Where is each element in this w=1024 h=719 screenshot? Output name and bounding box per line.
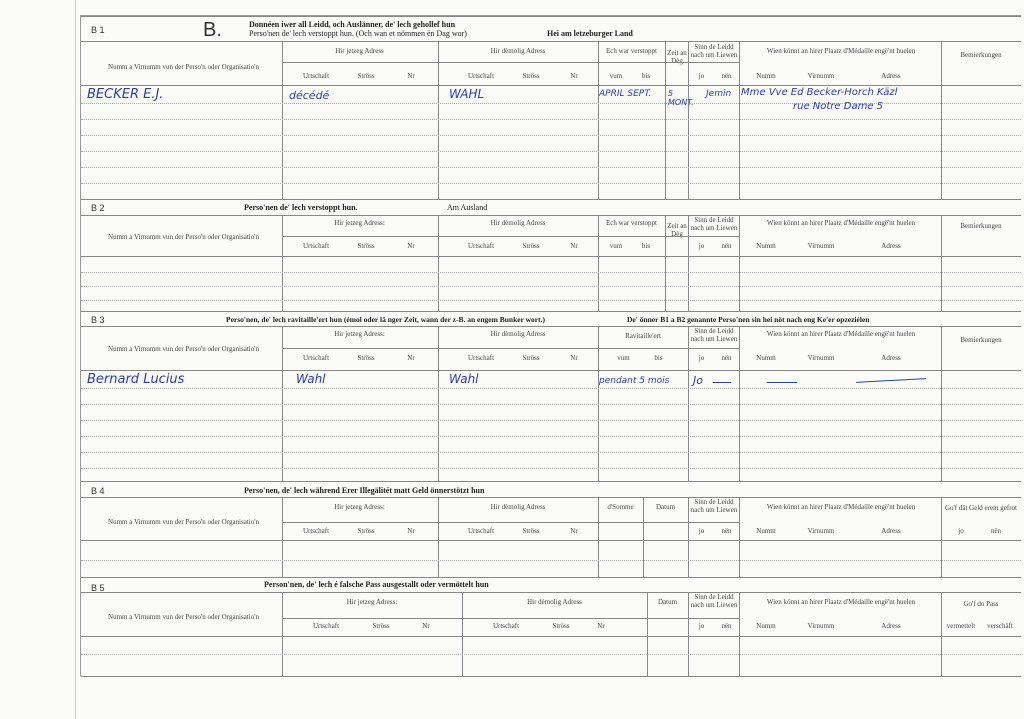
col-street: Ströss [522, 527, 540, 535]
col-nr: Nr [597, 622, 605, 630]
section-b1 [81, 16, 1021, 200]
col-nr: Nr [570, 72, 578, 80]
section-id: B 5 [91, 583, 105, 593]
col-street: Ströss [357, 527, 375, 535]
handwritten-dash [713, 382, 731, 383]
col-nr: Nr [407, 527, 415, 535]
handwritten-yes: Jemin [706, 89, 732, 99]
section-title: Donnéen iwer all Leidd, och Auslänner, de' lech gehollef hun [249, 20, 456, 29]
col-demolished-addr: Hir dèmolig Adress [527, 598, 582, 606]
col-locality: Urtschaft [467, 527, 495, 535]
col-street: Ströss [522, 72, 540, 80]
col-suffered: Sinn de Leidd nach um Liewen [690, 327, 738, 344]
col-no: nën [990, 527, 1002, 535]
col-demolished-addr: Hir dèmolig Adress [490, 330, 546, 338]
section-location: Am Ausland [447, 203, 488, 212]
section-title: Perso'nen, de' lech ravitaille'ert hun (émol oder lä nger Zeit, wann der z-B. an engem Bunker wort.) [226, 315, 545, 324]
section-title: Perso'nen, de' lech während Erer Illegälitét matt Geld önnerstötzt hun [244, 486, 485, 495]
col-days: Zeit an Dèg [667, 222, 687, 239]
col-street: Ströss [357, 242, 375, 250]
col-to: bis [654, 354, 663, 362]
col-locality: Urtschaft [302, 242, 330, 250]
col-hidden: Ech war verstoppt [606, 219, 657, 227]
handwritten-name: BECKER E.J. [87, 87, 164, 102]
section-b2 [81, 199, 1021, 312]
section-note: De' önner B1 a B2 genannte Perso'nen sin hei nöt nach eng Ke'er opzeziélen [627, 315, 870, 324]
col-current-addr: Hir jetzeg Adress: [334, 503, 385, 511]
section-b3 [81, 311, 1021, 482]
col-current-addr: Hir jetzeg Adress: [334, 330, 385, 338]
col-days: Zeit an Dèg [667, 49, 687, 66]
col-medal: Wien könnt an hirer Plaatz d'Médaille engë'nt huelen [766, 47, 916, 55]
handwritten-demolished-addr: Wahl [449, 372, 479, 386]
col-suffered: Sinn de Leidd nach um Liewen [690, 498, 738, 515]
col-pass-issued: vermettelt [946, 622, 976, 630]
handwritten-yes: Jo [693, 374, 703, 387]
col-medal-address: Adress [881, 72, 901, 80]
col-street: Ströss [357, 72, 375, 80]
col-to: bis [641, 242, 651, 250]
col-locality: Urtschaft [467, 242, 495, 250]
section-id: B 4 [91, 486, 105, 496]
handwritten-medal-line2: rue Notre Dame 5 [793, 101, 884, 112]
col-medal-name: Numm [756, 354, 776, 362]
section-title: Person'nen, de' lech é falsche Pass ausgestallt oder vermöttelt hun [264, 580, 489, 589]
col-yes: jo [698, 527, 705, 535]
col-nr: Nr [570, 527, 578, 535]
col-remarks: Bemierkungen [960, 222, 1002, 230]
col-nr: Nr [407, 242, 415, 250]
col-medal: Wien könnt an hirer Plaatz d'Médaille engë'nt huelen [766, 219, 916, 227]
col-medal-address: Adress [881, 354, 901, 362]
col-nr: Nr [422, 622, 430, 630]
col-money-returned: Go'f dät Geld erem gefrot [944, 504, 1017, 512]
col-remarks: Bemierkungen [960, 51, 1002, 59]
col-medal-firstname: Virnumm [807, 72, 835, 80]
col-current-addr: Hir jetzeg Adress [335, 47, 384, 55]
col-yes: jo [698, 72, 705, 80]
section-letter: B. [203, 19, 222, 41]
handwritten-demolished-addr: WAHL [449, 87, 485, 101]
col-to: bis [641, 72, 651, 80]
handwritten-current-addr: Wahl [296, 372, 326, 386]
col-current-addr: Hir jetzeg Adress: [346, 598, 398, 606]
section-location: Hei am letzeburger Land [547, 29, 633, 38]
col-name-header: Numm a Virnumm vun der Perso'n oder Organisatio'n [108, 345, 259, 353]
col-name-header: Numm a Virnumm vun der Perso'n oder Organisatio'n [108, 518, 259, 526]
col-nr: Nr [570, 354, 578, 362]
col-no: nën [721, 354, 732, 362]
handwritten-days: 5 MONT. [668, 89, 694, 107]
col-medal-firstname: Virnumm [807, 354, 835, 362]
col-name-header: Numm a Virnumm vun der Perso'n oder Organisatio'n [108, 613, 259, 621]
col-suffered: Sinn de Leidd nach um Liewen [690, 593, 738, 610]
col-medal-name: Numm [756, 242, 776, 250]
col-no: nën [721, 242, 732, 250]
col-locality: Urtschaft [467, 354, 495, 362]
handwritten-period: pendant 5 mois [599, 376, 670, 386]
col-pass-made: verschäft [987, 622, 1013, 630]
handwritten-period: APRIL SEPT. [599, 89, 652, 99]
col-date: Datum [657, 598, 678, 606]
handwritten-medal-line1: Mme Vve Ed Becker-Horch Käzl [741, 87, 898, 98]
col-locality: Urtschaft [312, 622, 340, 630]
col-demolished-addr: Hir dèmolig Adress [490, 47, 546, 55]
col-locality: Urtschaft [467, 72, 495, 80]
section-b4 [81, 481, 1021, 578]
col-sum: d'Somme [607, 503, 634, 511]
col-street: Ströss [522, 354, 540, 362]
handwritten-current-addr: décédé [289, 89, 330, 102]
col-supplied: Ravitaille'ert [625, 332, 661, 340]
col-no: nën [721, 527, 732, 535]
page-edge-line [75, 0, 76, 719]
col-yes: jo [958, 527, 964, 535]
section-id: B 1 [91, 25, 105, 35]
col-medal-firstname: Virnumm [807, 527, 835, 535]
col-street: Ströss [372, 622, 390, 630]
col-from: vum [617, 354, 630, 362]
col-street: Ströss [552, 622, 570, 630]
col-medal: Wien könnt an hirer Plaatz d'Médaille engë'nt huelen [766, 503, 916, 511]
col-demolished-addr: Hir dèmolig Adress [490, 219, 546, 227]
col-nr: Nr [570, 242, 578, 250]
col-locality: Urtschaft [302, 354, 330, 362]
col-street: Ströss [357, 354, 375, 362]
col-medal-name: Numm [756, 527, 776, 535]
col-medal-name: Numm [756, 72, 776, 80]
section-id: B 3 [91, 315, 105, 325]
col-medal-address: Adress [881, 527, 901, 535]
col-from: vum [609, 242, 623, 250]
section-title: Perso'nen de' lech verstoppt hun. [244, 203, 358, 212]
col-medal-address: Adress [881, 622, 901, 630]
col-street: Ströss [522, 242, 540, 250]
col-hidden: Ech war verstoppt [606, 47, 657, 55]
col-medal-address: Adress [881, 242, 901, 250]
col-current-addr: Hir jetzeg Adress: [334, 219, 385, 227]
section-b5 [81, 577, 1021, 677]
col-locality: Urtschaft [302, 72, 330, 80]
col-medal-firstname: Virnumm [807, 242, 835, 250]
col-locality: Urtschaft [492, 622, 520, 630]
col-medal: Wien könnt an hirer Plaatz d'Médaille engë'nt huelen [766, 330, 916, 338]
section-id: B 2 [91, 203, 105, 213]
col-yes: jo [698, 242, 705, 250]
col-name-header: Numm a Virnumm vun der Perso'n oder Organisatio'n [108, 63, 259, 71]
handwritten-dash [767, 382, 797, 383]
col-date: Datum [655, 503, 676, 511]
col-suffered: Sinn de Leidd nach um Liewen [690, 43, 738, 60]
col-remarks: Bemierkungen [960, 336, 1002, 344]
col-no: nën [721, 622, 732, 630]
col-nr: Nr [407, 354, 415, 362]
col-pass: Go'f do Pass [963, 600, 999, 608]
form-sheet [80, 15, 1021, 676]
col-demolished-addr: Hir dèmolig Adress [490, 503, 546, 511]
col-from: vum [609, 72, 623, 80]
handwritten-name: Bernard Lucius [87, 372, 185, 387]
col-locality: Urtschaft [302, 527, 330, 535]
handwritten-dash [856, 378, 926, 383]
col-medal-name: Numm [756, 622, 776, 630]
col-suffered: Sinn de Leidd nach um Liewen [690, 216, 738, 233]
col-yes: jo [698, 354, 705, 362]
section-subtitle: Perso'nen de' lech verstoppt hun. (Och wan et nömmen ën Dag wor) [249, 29, 467, 38]
col-medal-firstname: Virnumm [807, 622, 835, 630]
col-yes: jo [698, 622, 705, 630]
col-name-header: Numm a Virnumm vun der Perso'n oder Organisatio'n [108, 233, 259, 241]
col-no: nën [721, 72, 732, 80]
col-nr: Nr [407, 72, 415, 80]
col-medal: Wien könnt an hirer Plaatz d'Médaille engë'nt huelen [766, 598, 916, 606]
